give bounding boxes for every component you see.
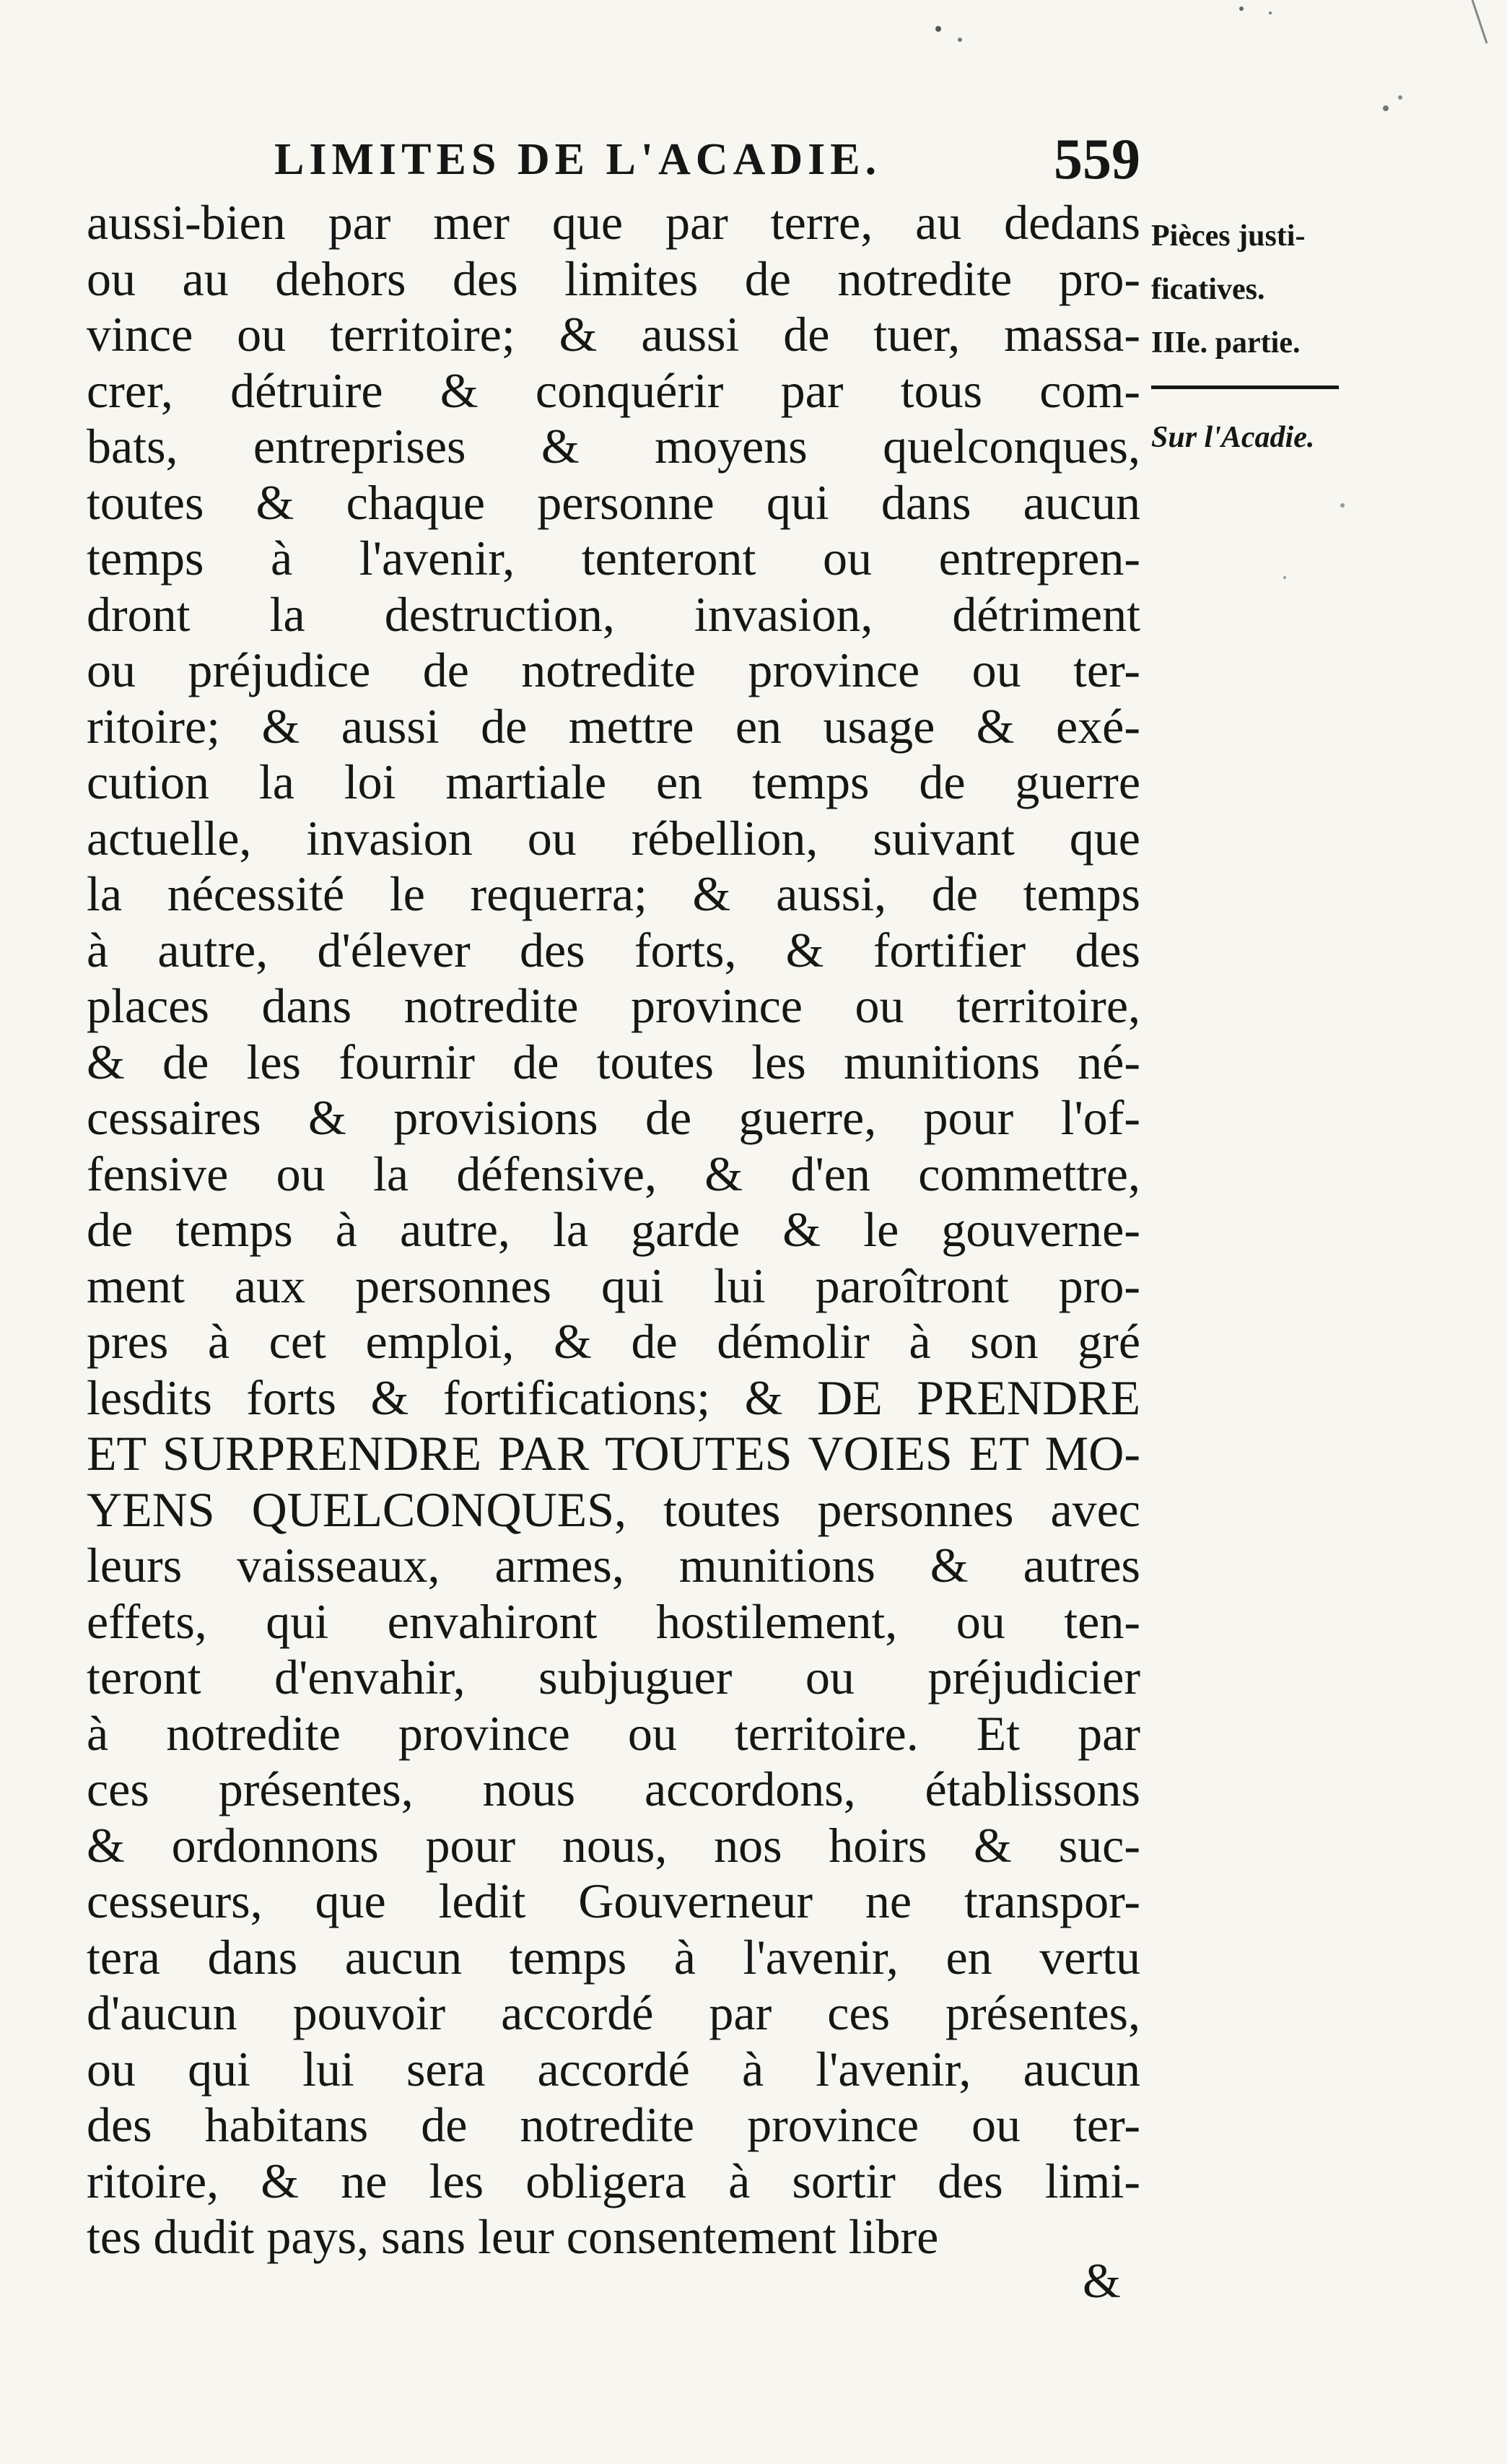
- page-number: 559: [1054, 127, 1140, 191]
- text-line: ET SURPRENDRE PAR TOUTES VOIES ET MO-: [87, 1426, 1140, 1481]
- text-line: cessaires & provisions de guerre, pour l'of-: [87, 1090, 1140, 1145]
- running-title: LIMITES DE L'ACADIE.: [274, 134, 882, 184]
- margin-note-line-4: Sur l'Acadie.: [1151, 421, 1315, 454]
- text-line: de temps à autre, la garde & le gouverne-: [87, 1202, 1140, 1257]
- text-line: ritoire, & ne les obligera à sortir des limi-: [87, 2153, 1140, 2208]
- text-line: toutes & chaque personne qui dans aucun: [87, 474, 1140, 530]
- text-line: pres à cet emploi, & de démolir à son gré: [87, 1314, 1140, 1369]
- text-line: actuelle, invasion ou rébellion, suivant que: [87, 810, 1140, 866]
- marginal-note: [1151, 209, 1368, 464]
- text-line: & ordonnons pour nous, nos hoirs & suc-: [87, 1817, 1140, 1873]
- text-line: & de les fournir de toutes les munitions né-: [87, 1034, 1140, 1089]
- text-line: d'aucun pouvoir accordé par ces présentes,: [87, 1985, 1140, 2040]
- text-line: vince ou territoire; & aussi de tuer, massa-: [87, 307, 1140, 362]
- text-line: ou qui lui sera accordé à l'avenir, aucun: [87, 2041, 1140, 2097]
- text-line: cesseurs, que ledit Gouverneur ne transpor-: [87, 1873, 1140, 1928]
- running-header: [274, 127, 1140, 192]
- text-line: à notredite province ou territoire. Et par: [87, 1705, 1140, 1761]
- text-line: crer, détruire & conquérir par tous com-: [87, 362, 1140, 418]
- text-line: bats, entreprises & moyens quelconques,: [87, 419, 1140, 474]
- body-text: [87, 195, 1140, 2265]
- text-line: tes dudit pays, sans leur consentement libre: [87, 2209, 939, 2264]
- text-line: des habitans de notredite province ou ter-: [87, 2097, 1140, 2152]
- text-line: dront la destruction, invasion, détriment: [87, 586, 1140, 642]
- text-line: ou au dehors des limites de notredite pro-: [87, 251, 1140, 306]
- text-line: effets, qui envahiront hostilement, ou ten-: [87, 1593, 1140, 1649]
- text-line: la nécessité le requerra; & aussi, de temps: [87, 866, 1140, 921]
- text-line: YENS QUELCONQUES, toutes personnes avec: [87, 1481, 1140, 1537]
- catchword: &: [1083, 2253, 1121, 2308]
- text-line: aussi-bien par mer que par terre, au dedans: [87, 195, 1140, 250]
- margin-note-line-2: ficatives.: [1151, 273, 1265, 306]
- text-line: ces présentes, nous accordons, établissons: [87, 1762, 1140, 1816]
- text-line: places dans notredite province ou territoire,: [87, 978, 1140, 1033]
- text-line: tera dans aucun temps à l'avenir, en vertu: [87, 1929, 1140, 1985]
- text-line: ment aux personnes qui lui paroîtront pro-: [87, 1258, 1140, 1313]
- text-line: temps à l'avenir, tenteront ou entrepren-: [87, 531, 1140, 585]
- text-line: ou préjudice de notredite province ou ter-: [87, 643, 1140, 697]
- text-line: à autre, d'élever des forts, & fortifier des: [87, 922, 1140, 978]
- text-line: leurs vaisseaux, armes, munitions & autres: [87, 1538, 1140, 1593]
- margin-note-line-3: IIIe. partie.: [1151, 326, 1301, 360]
- text-line: lesdits forts & fortifications; & DE PRENDRE: [87, 1370, 1140, 1425]
- margin-note-line-1: Pièces justi-: [1151, 219, 1306, 253]
- text-line: teront d'envahir, subjuguer ou préjudicier: [87, 1650, 1140, 1705]
- text-line: cution la loi martiale en temps de guerre: [87, 754, 1140, 809]
- text-line: fensive ou la défensive, & d'en commettre,: [87, 1146, 1140, 1201]
- margin-rule: [1151, 386, 1339, 389]
- text-line: ritoire; & aussi de mettre en usage & exé-: [87, 698, 1140, 754]
